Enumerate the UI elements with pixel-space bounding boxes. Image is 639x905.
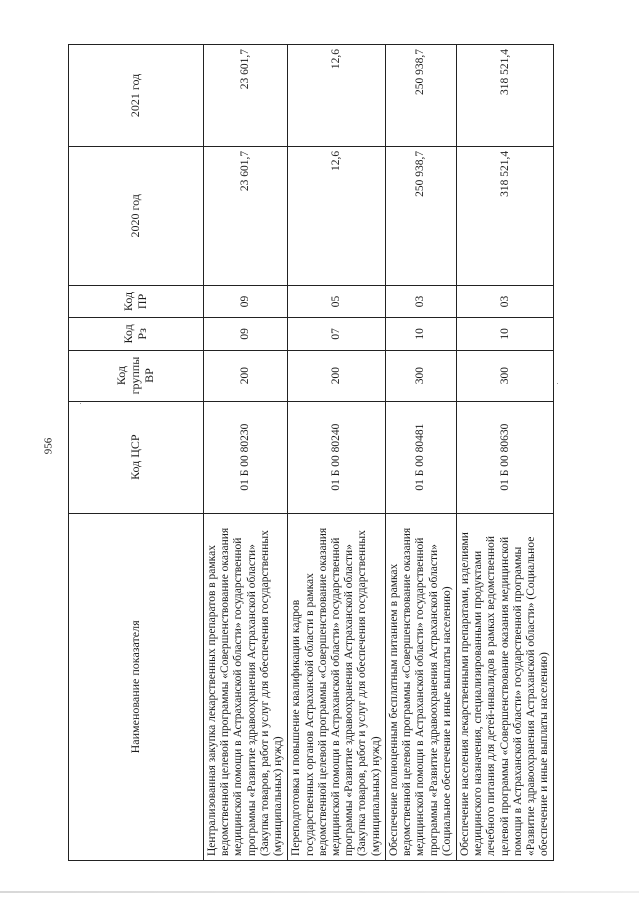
cell-2020: 12,6 [288,146,386,285]
cell-2021: 250 938,7 [385,45,456,147]
budget-table [68,44,554,861]
header-pr: Код ПР [69,285,204,317]
scan-edge-line [0,891,639,893]
cell-csr: 01 Б 00 80481 [385,401,456,513]
table-header-row [69,45,204,861]
table-row [204,45,288,861]
header-2021: 2021 год [69,45,204,147]
cell-pr: 05 [288,285,386,317]
cell-csr: 01 Б 00 80240 [288,401,386,513]
scan-speck [557,383,558,384]
header-2020: 2020 год [69,146,204,285]
header-vr: Код группы ВР [69,350,204,401]
cell-2021: 23 601,7 [204,45,288,147]
cell-csr: 01 Б 00 80630 [456,401,554,513]
cell-2020: 23 601,7 [204,146,288,285]
cell-2021: 318 521,4 [456,45,554,147]
cell-rz: 10 [456,318,554,350]
rotated-table-wrapper [68,44,551,861]
cell-rz: 09 [204,318,288,350]
cell-rz: 10 [385,318,456,350]
page-number: 956 [42,437,55,455]
table-row [288,45,386,861]
cell-vr: 300 [385,350,456,401]
cell-pr: 09 [204,285,288,317]
cell-pr: 03 [385,285,456,317]
cell-2020: 250 938,7 [385,146,456,285]
cell-name: Обеспечение населения лекарственными препаратами, изделиями медицинского назначения, специализированными продуктами лечебного питания для детей-инвалидов в рамках ведомственной целевой программы «Совершенствование оказания медицинской помощи в Астраханской области» государственной программы «Развитие здравоохранения Астраханской области» (Социальное обеспечение и иные выплаты населению) [456,513,554,860]
header-name: Наименование показателя [69,513,204,860]
cell-2020: 318 521,4 [456,146,554,285]
cell-name: Переподготовка и повышение квалификации кадров государственных органов Астраханской области в рамках ведомственной целевой программы «Совершенствование оказания медицинской помощи в Астраханской области» государственной программы «Развитие здравоохранения Астраханской области» (Закупка товаров, работ и услуг для обеспечения государственных (муниципальных) нужд) [288,513,386,860]
table-row [385,45,456,861]
cell-2021: 12,6 [288,45,386,147]
cell-vr: 300 [456,350,554,401]
cell-rz: 07 [288,318,386,350]
header-csr: Код ЦСР [69,401,204,513]
cell-name: Централизованная закупка лекарственных препаратов в рамках ведомственной целевой программы «Совершенствование оказания медицинской помощи в Астраханской области» государственной программы «Развитие здравоохранения Астраханской области» (Закупка товаров, работ и услуг для обеспечения государственных (муниципальных) нужд) [204,513,288,860]
table-row [456,45,554,861]
cell-csr: 01 Б 00 80230 [204,401,288,513]
cell-vr: 200 [288,350,386,401]
cell-pr: 03 [456,285,554,317]
cell-vr: 200 [204,350,288,401]
scan-speck [80,403,81,404]
header-rz: Код Рз [69,318,204,350]
cell-name: Обеспечение полноценным бесплатным питанием в рамках ведомственной целевой программы «Совершенствование оказания медицинской помощи в Астраханской области» государственной программы «Развитие здравоохранения Астраханской области» (Социальное обеспечение и иные выплаты населению) [385,513,456,860]
